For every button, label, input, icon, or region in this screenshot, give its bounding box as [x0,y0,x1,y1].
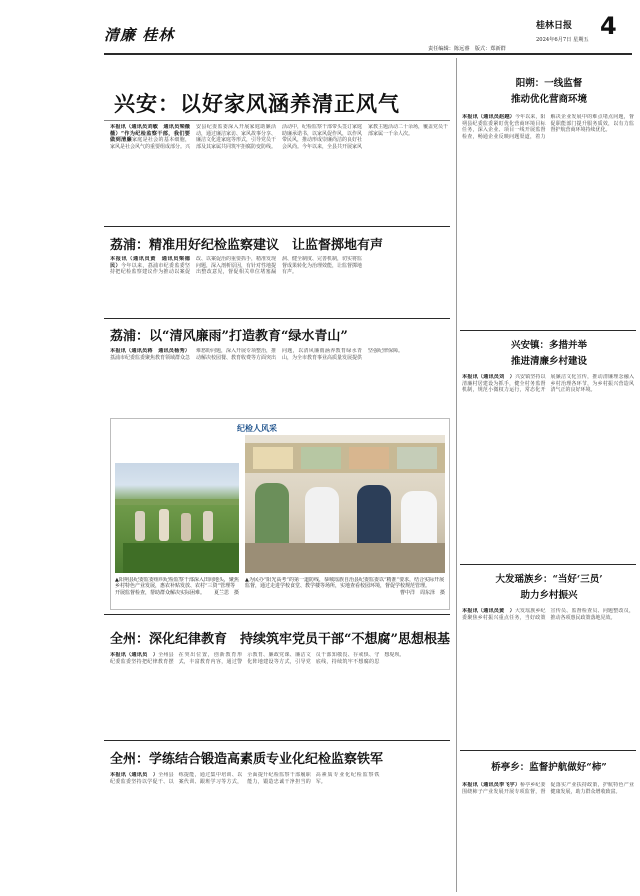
quanzhou1-text: 全州县纪委监委坚持把纪律教育摆在突出位置，创新教育形式，丰富教育内容，通过警示教育、廉政党课、廉洁文化阵地建设等方式，引导党员干部知敬畏、存戒惧、守底线，持续筑牢不想腐的思想堤坝。 [110,652,405,665]
quanzhou2-text: 全州县纪委监委坚持以学促干、以练提能，通过集中培训、以案代训、跟班学习等方式，全面提升纪检监察干部履职能力，锻造忠诚干净担当的高素质专业化纪检监察铁军。 [110,772,380,785]
lipu-lead: 本报讯（通讯员黄 通讯员梁德民） [110,256,190,269]
dafa-text: 大发瑶族乡纪委聚焦乡村振兴重点任务，当好政策宣传员、监督检查员、问题整改员，推动各项惠民政策落地见效。 [462,608,634,621]
xingan-lead: 本报讯（通讯员刘敏 通讯员梁薇薇）“作为纪检监察干部，我们要做到清廉 [110,124,190,144]
xingan-text: 家庭是社会的基本细胞，家风是社会风气的重要组成部分。兴安县纪委监委深入开展家庭助廉活动，通过廉洁家访、家风故事分享、廉洁文化进家庭等形式，引导党员干部及其家属共同筑牢拒腐防变防线。活动中，纪检监察干部带头签订家庭助廉承诺书，以家风促作风，以作风带民风，推动形成崇廉尚洁的良好社会风尚。今年以来，全县共开展家风家教主题活动二十余场，覆盖党员干部家属一千余人次。 [110,124,448,150]
column-divider [456,58,457,892]
feature-box [110,418,450,610]
quanzhou2-body [110,772,448,890]
xingan-town-text: 兴安镇坚持以清廉村居建设为抓手，健全村务监督机制，规范小微权力运行，常态化开展廉洁文化宣传，推动清廉理念融入乡村治理各环节，为乡村振兴营造风清气正的良好环境。 [462,374,634,394]
section-rule [460,330,636,331]
hechi-body [110,348,448,412]
credit-left: 夏兰思 摄 [213,589,239,596]
quanzhou2-lead: 本报讯（通讯员 ） [110,772,159,778]
section-rule [104,226,450,227]
qiaoting-lead: 本报讯（通讯员李飞宇） [462,782,521,788]
lipu-text: 今年以来，荔浦市纪委监委坚持把纪检监察建议作为推动以案促改、以案促治的重要抓手，精准发现问题，深入剖析原因，有针对性地提出整改意见，督促相关单位堵塞漏洞、健全制度、完善机制，切实将监督成果转化为治理效能，让监督掷地有声。 [110,256,363,276]
section-rule [460,564,636,565]
hechi-text: 荔浦市纪委监委聚焦教育领域群众急难愁盼问题，深入开展专项整治，推动解决校园餐、教育收费等方面突出问题，以清风廉雨涵养教育绿水青山，为全市教育事业高质量发展提供坚强纪律保障。 [110,348,404,361]
dafa-lead: 本报讯（通讯员黄 ） [462,608,515,614]
section-rule [104,614,450,615]
yangshuo-body [462,114,634,324]
paper-name: 桂林日报 [536,21,573,31]
xingan-body [110,124,448,220]
feature-title: 纪检人风采 [237,423,277,433]
qiaoting-text: 桥亭乡纪委围绕柿子产业发展开展专项监督，督促落实产业扶持政策，护航特色产业健康发展，助力群众增收致富。 [462,782,634,795]
lipu-headline: 荔浦：精准用好纪检监察建议 让监督掷地有声 [110,238,384,253]
hechi-headline: 荔浦：以“清风廉雨”打造教育“绿水青山” [110,329,348,344]
caption-right: ▲为民办“阳光高考”的第一道防线，恭城瑶族自治县纪委监委以“精准”要求，结合实际开展监督，通过走进学校食堂、教学楼等场所，实地查看校园环境，督促学校规范管理。 曹中洋 周东泽 摄 [245,577,445,596]
headline-rule [104,120,450,121]
lipu-body [110,256,448,312]
photo-field-inspection [115,463,239,573]
page-number: 4 [600,12,617,40]
date-line: 2024年6月7日 星期五 [536,37,589,43]
credit-right: 曹中洋 周东泽 摄 [399,589,445,596]
quanzhou1-headline: 全州：深化纪律教育 持续筑牢党员干部“不想腐”思想根基 [110,632,450,647]
caption-left: ▲阳朔县纪委监委组织纪检监察干部深入田间地头，聚焦乡村特色产业发展，惠农补贴发放、农村“三资”管理等开展监督检查，帮助群众解决实际困难。 夏兰思 摄 [115,577,239,596]
qiaoting-headline: 桥亭乡：监督护航做好“柿” [491,762,607,773]
masthead [0,0,640,52]
xingan-headline: 兴安：以好家风涵养清正风气 [114,91,400,116]
xingan-town-body [462,374,634,558]
dafa-headline: 大发瑶族乡：“当好‘三员’ 助力乡村振兴 [495,574,603,601]
section-rule [460,750,636,751]
quanzhou1-lead: 本报讯（通讯员 ） [110,652,159,658]
yangshuo-headline: 阳朔：一线监督 推动优化营商环境 [510,78,587,105]
column-logo: 清廉 桂林 [104,26,175,44]
qiaoting-body [462,782,634,890]
quanzhou2-headline: 全州：学练结合锻造高素质专业化纪检监察铁军 [110,752,384,767]
yangshuo-lead: 本报讯（通讯员赵越） [462,114,515,120]
masthead-rule [104,53,632,55]
xingan-town-lead: 本报讯（通讯员刘 ） [462,374,515,380]
hechi-lead: 本报讯（通讯员蒋 通讯员杨秀） [110,348,190,354]
section-rule [104,740,450,741]
xingan-town-headline: 兴安镇：多措并举 推进清廉乡村建设 [510,340,587,367]
quanzhou1-body [110,652,448,732]
editor-line: 责任编辑：陈远睿 版式：郑新群 [428,46,506,52]
dafa-body [462,608,634,744]
photo-canteen-inspection [245,435,445,573]
yangshuo-text: 今年以来，阳朔县纪委监委紧盯优化营商环境目标任务，深入企业、项目一线开展监督检查，畅通企业反映问题渠道，着力解决企业发展中的难点堵点问题，督促职能部门提升服务质效，以有力监督护航营商环境持续优化。 [462,114,634,140]
section-rule [104,318,450,319]
